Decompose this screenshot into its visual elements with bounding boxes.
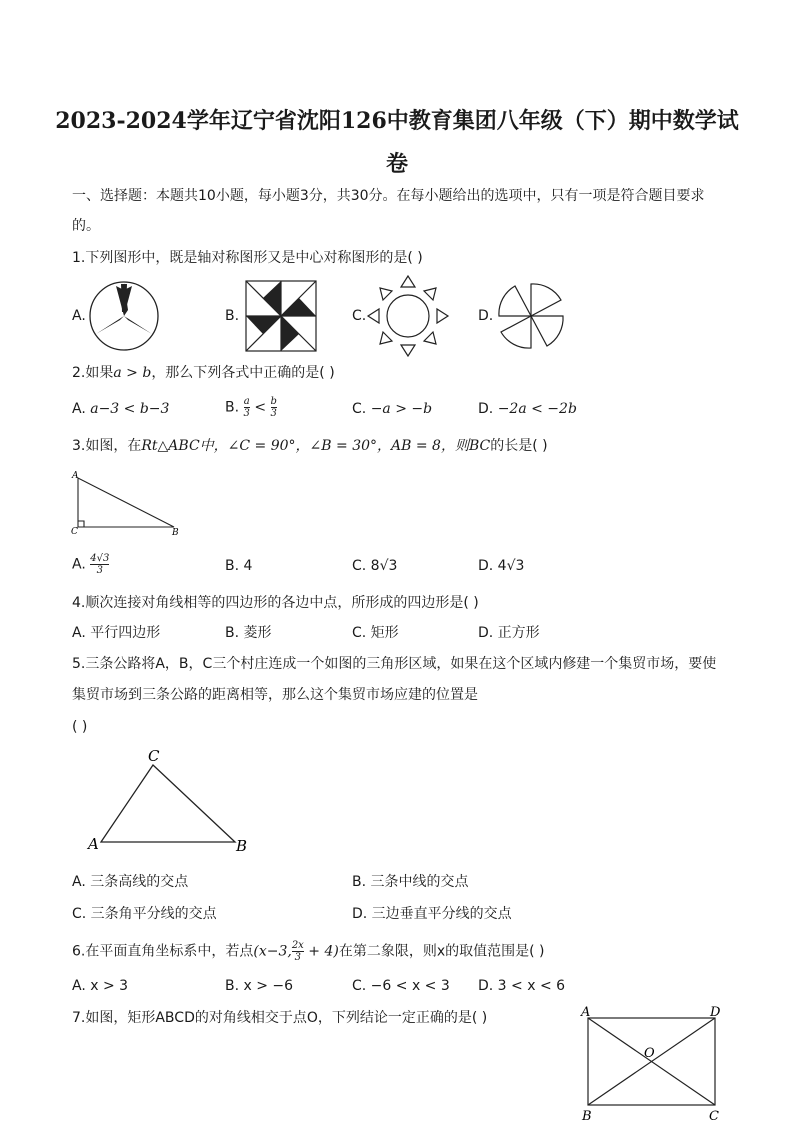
- section-header-cont: 的。: [72, 218, 100, 234]
- q6-option-d: D. 3 < x < 6: [478, 978, 566, 994]
- q3-option-a-frac: [90, 553, 109, 576]
- q5-stem-line3: ( ): [72, 719, 88, 735]
- q1-option-c-label: C.: [352, 308, 367, 324]
- q3-figure-triangle: [70, 470, 185, 540]
- q4-option-c: C. 矩形: [352, 625, 399, 641]
- q6-stem-math2: + 4): [303, 943, 339, 960]
- q7-label-o: O: [644, 1046, 655, 1061]
- q5-figure-triangle: [85, 745, 255, 855]
- q2-frac2-num: b: [270, 396, 277, 407]
- q2-stem-post: ，那么下列各式中正确的是( ): [151, 365, 335, 381]
- q7-label-b: B: [582, 1109, 592, 1123]
- q1-figure-b: [241, 276, 321, 356]
- q6-stem: [72, 940, 545, 963]
- q3-stem: [72, 437, 548, 455]
- q2-option-c-expr: −a > −b: [370, 401, 433, 417]
- q6-stem-post: 在第二象限，则x的取值范围是( ): [338, 943, 545, 960]
- q1-option-a-label: A.: [72, 308, 86, 324]
- q5-label-c: C: [148, 747, 160, 765]
- q2-option-c: [352, 400, 432, 418]
- q3-stem-pre: 3.如图，在: [72, 438, 142, 454]
- q2-option-a-expr: a−3 < b−3: [90, 401, 170, 417]
- q1-option-b-label: B.: [225, 308, 240, 324]
- q4-option-a: A. 平行四边形: [72, 625, 161, 641]
- q3-option-a: [72, 553, 109, 576]
- q2-stem-math: a > b: [113, 365, 152, 381]
- q7-label-c: C: [709, 1109, 719, 1123]
- q7-label-d: D: [710, 1005, 721, 1020]
- q1-stem: 1.下列图形中，既是轴对称图形又是中心对称图形的是( ): [72, 250, 423, 266]
- q6-option-a: A. x > 3: [72, 978, 129, 994]
- q5-option-d: D. 三边垂直平分线的交点: [352, 906, 512, 922]
- q2-frac2-den: 3: [270, 408, 277, 419]
- q2-option-d-expr: −2a < −2b: [497, 401, 577, 417]
- q7-figure-rectangle: [578, 1003, 728, 1123]
- q2-stem: [72, 364, 335, 382]
- q5-stem-line2: 集贸市场到三条公路的距离相等，那么这个集贸市场应建的位置是: [72, 687, 478, 703]
- q6-frac-den: 3: [292, 951, 304, 963]
- q2-stem-pre: 2.如果: [72, 365, 114, 381]
- page-title-line2: 卷: [385, 151, 408, 177]
- q5-option-c: C. 三条角平分线的交点: [72, 906, 217, 922]
- q4-option-b: B. 菱形: [225, 625, 272, 641]
- q2-option-b: [225, 396, 277, 419]
- q4-option-d: D. 正方形: [478, 625, 540, 641]
- q1-figure-a: [88, 280, 160, 352]
- q1-option-d-label: D.: [478, 308, 494, 324]
- q3-frac-num: 4√3: [90, 553, 110, 564]
- q3-option-b: B. 4: [225, 558, 253, 574]
- q6-option-b: B. x > −6: [225, 978, 294, 994]
- q3-option-c: C. 8√3: [352, 558, 398, 574]
- q7-label-a: A: [581, 1005, 591, 1020]
- q2-option-c-label: C.: [352, 401, 371, 417]
- q1-figure-c: [366, 274, 450, 358]
- q3-stem-math: Rt△ABC中，∠C = 90°，∠B = 30°，AB = 8，则BC: [141, 438, 491, 454]
- q3-stem-post: 的长是( ): [490, 438, 548, 454]
- q3-frac-den: 3: [90, 564, 109, 576]
- q3-option-d: D. 4√3: [478, 558, 525, 574]
- q2-option-d: [478, 400, 577, 418]
- q6-frac: [292, 940, 304, 963]
- q4-stem: 4.顺次连接对角线相等的四边形的各边中点，所形成的四边形是( ): [72, 595, 479, 611]
- q3-label-c: C: [71, 527, 78, 537]
- q5-label-a: A: [88, 835, 99, 853]
- q6-stem-math1: (x−3,: [253, 943, 292, 960]
- q2-frac1-num: a: [243, 396, 250, 407]
- q6-option-c: C. −6 < x < 3: [352, 978, 450, 994]
- q2-option-a: [72, 400, 169, 418]
- q1-figure-d: [495, 280, 567, 352]
- q5-option-a: A. 三条高线的交点: [72, 874, 189, 890]
- q2-option-b-label: B.: [225, 399, 244, 416]
- q5-label-b: B: [236, 837, 248, 855]
- q5-option-b: B. 三条中线的交点: [352, 874, 469, 890]
- q2-option-b-lt: <: [249, 399, 271, 416]
- q2-option-b-frac2: [271, 396, 277, 419]
- page-title: 2023-2024学年辽宁省沈阳126中教育集团八年级（下）期中数学试: [55, 108, 739, 134]
- q6-frac-num: 2x: [291, 940, 304, 951]
- section-header: 一、选择题：本题共10小题，每小题3分，共30分。在每小题给出的选项中，只有一项是符合题目要求: [72, 188, 705, 204]
- q2-frac1-den: 3: [243, 408, 250, 419]
- q2-option-a-label: A.: [72, 401, 91, 417]
- q5-stem-line1: 5.三条公路将A，B，C三个村庄连成一个如图的三角形区域，如果在这个区域内修建一个集贸市场，要使: [72, 656, 717, 672]
- q3-label-b: B: [172, 528, 179, 538]
- q3-option-a-label: A.: [72, 556, 91, 573]
- q6-stem-pre: 6.在平面直角坐标系中，若点: [72, 943, 254, 960]
- q7-stem: 7.如图，矩形ABCD的对角线相交于点O，下列结论一定正确的是( ): [72, 1010, 488, 1026]
- q2-option-d-label: D.: [478, 401, 498, 417]
- q3-label-a: A: [72, 471, 79, 481]
